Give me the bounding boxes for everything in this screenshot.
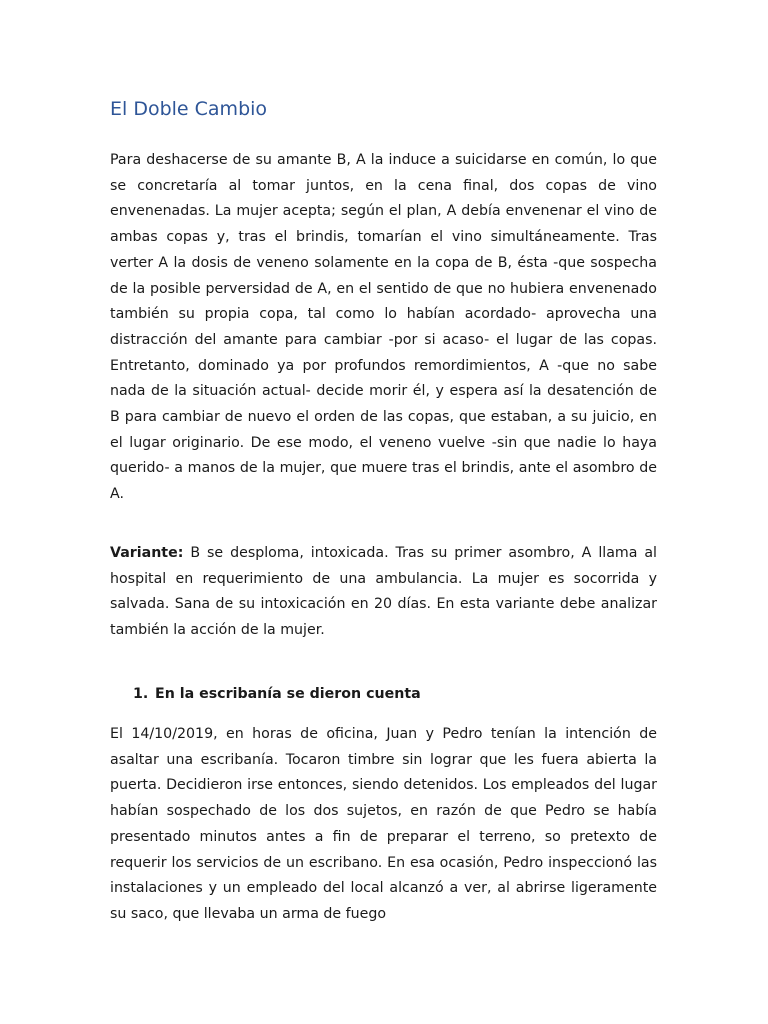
variant-label: Variante: — [110, 545, 184, 561]
paragraph-variant — [110, 541, 657, 644]
paragraph-main-case: Para deshacerse de su amante B, A la induce a suicidarse en común, lo que se concretaría al tomar juntos, en la cena final, dos copas de vino envenenadas. La mujer acepta; según el plan, A debía envenenar el vino de ambas copas y, tras el brindis, tomarían el vino simultáneamente. Tras verter A la dosis de veneno solamente en la copa de B, ésta -que sospecha de la posible perversidad de A, en el sentido de que no hubiera envenenado también su propia copa, tal como lo habían acordado- aprovecha una distracción del amante para cambiar -por si acaso- el lugar de las copas. Entretanto, dominado ya por profundos remordimientos, A -que no sabe nada de la situación actual- decide morir él, y espera así la desatención de B para cambiar de nuevo el orden de las copas, que estaban, a su juicio, en el lugar originario. De ese modo, el veneno vuelve -sin que nadie lo haya querido- a manos de la mujer, que muere tras el brindis, ante el asombro de A. — [110, 152, 657, 503]
variant-text: B se desploma, intoxicada. Tras su primer asombro, A llama al hospital en requerimiento de una ambulancia. La mujer es socorrida y salvada. Sana de su intoxicación en 20 días. En esta variante debe analizar también la acción de la mujer. — [110, 545, 657, 639]
section-title: En la escribanía se dieron cuenta — [155, 686, 421, 702]
section-heading-1 — [133, 686, 421, 702]
paragraph-section-1: El 14/10/2019, en horas de oficina, Juan y Pedro tenían la intención de asaltar una escribanía. Tocaron timbre sin lograr que les fuera abierta la puerta. Decidieron irse entonces, siendo detenidos. Los empleados del lugar habían sospechado de los dos sujetos, en razón de que Pedro se había presentado minutos antes a fin de preparar el terreno, so pretexto de requerir los servicios de un escribano. En esa ocasión, Pedro inspeccionó las instalaciones y un empleado del local alcanzó a ver, al abrirse ligeramente su saco, que llevaba un arma de fuego — [110, 726, 657, 922]
section-number: 1. — [133, 686, 149, 702]
document-title: El Doble Cambio — [110, 98, 268, 120]
